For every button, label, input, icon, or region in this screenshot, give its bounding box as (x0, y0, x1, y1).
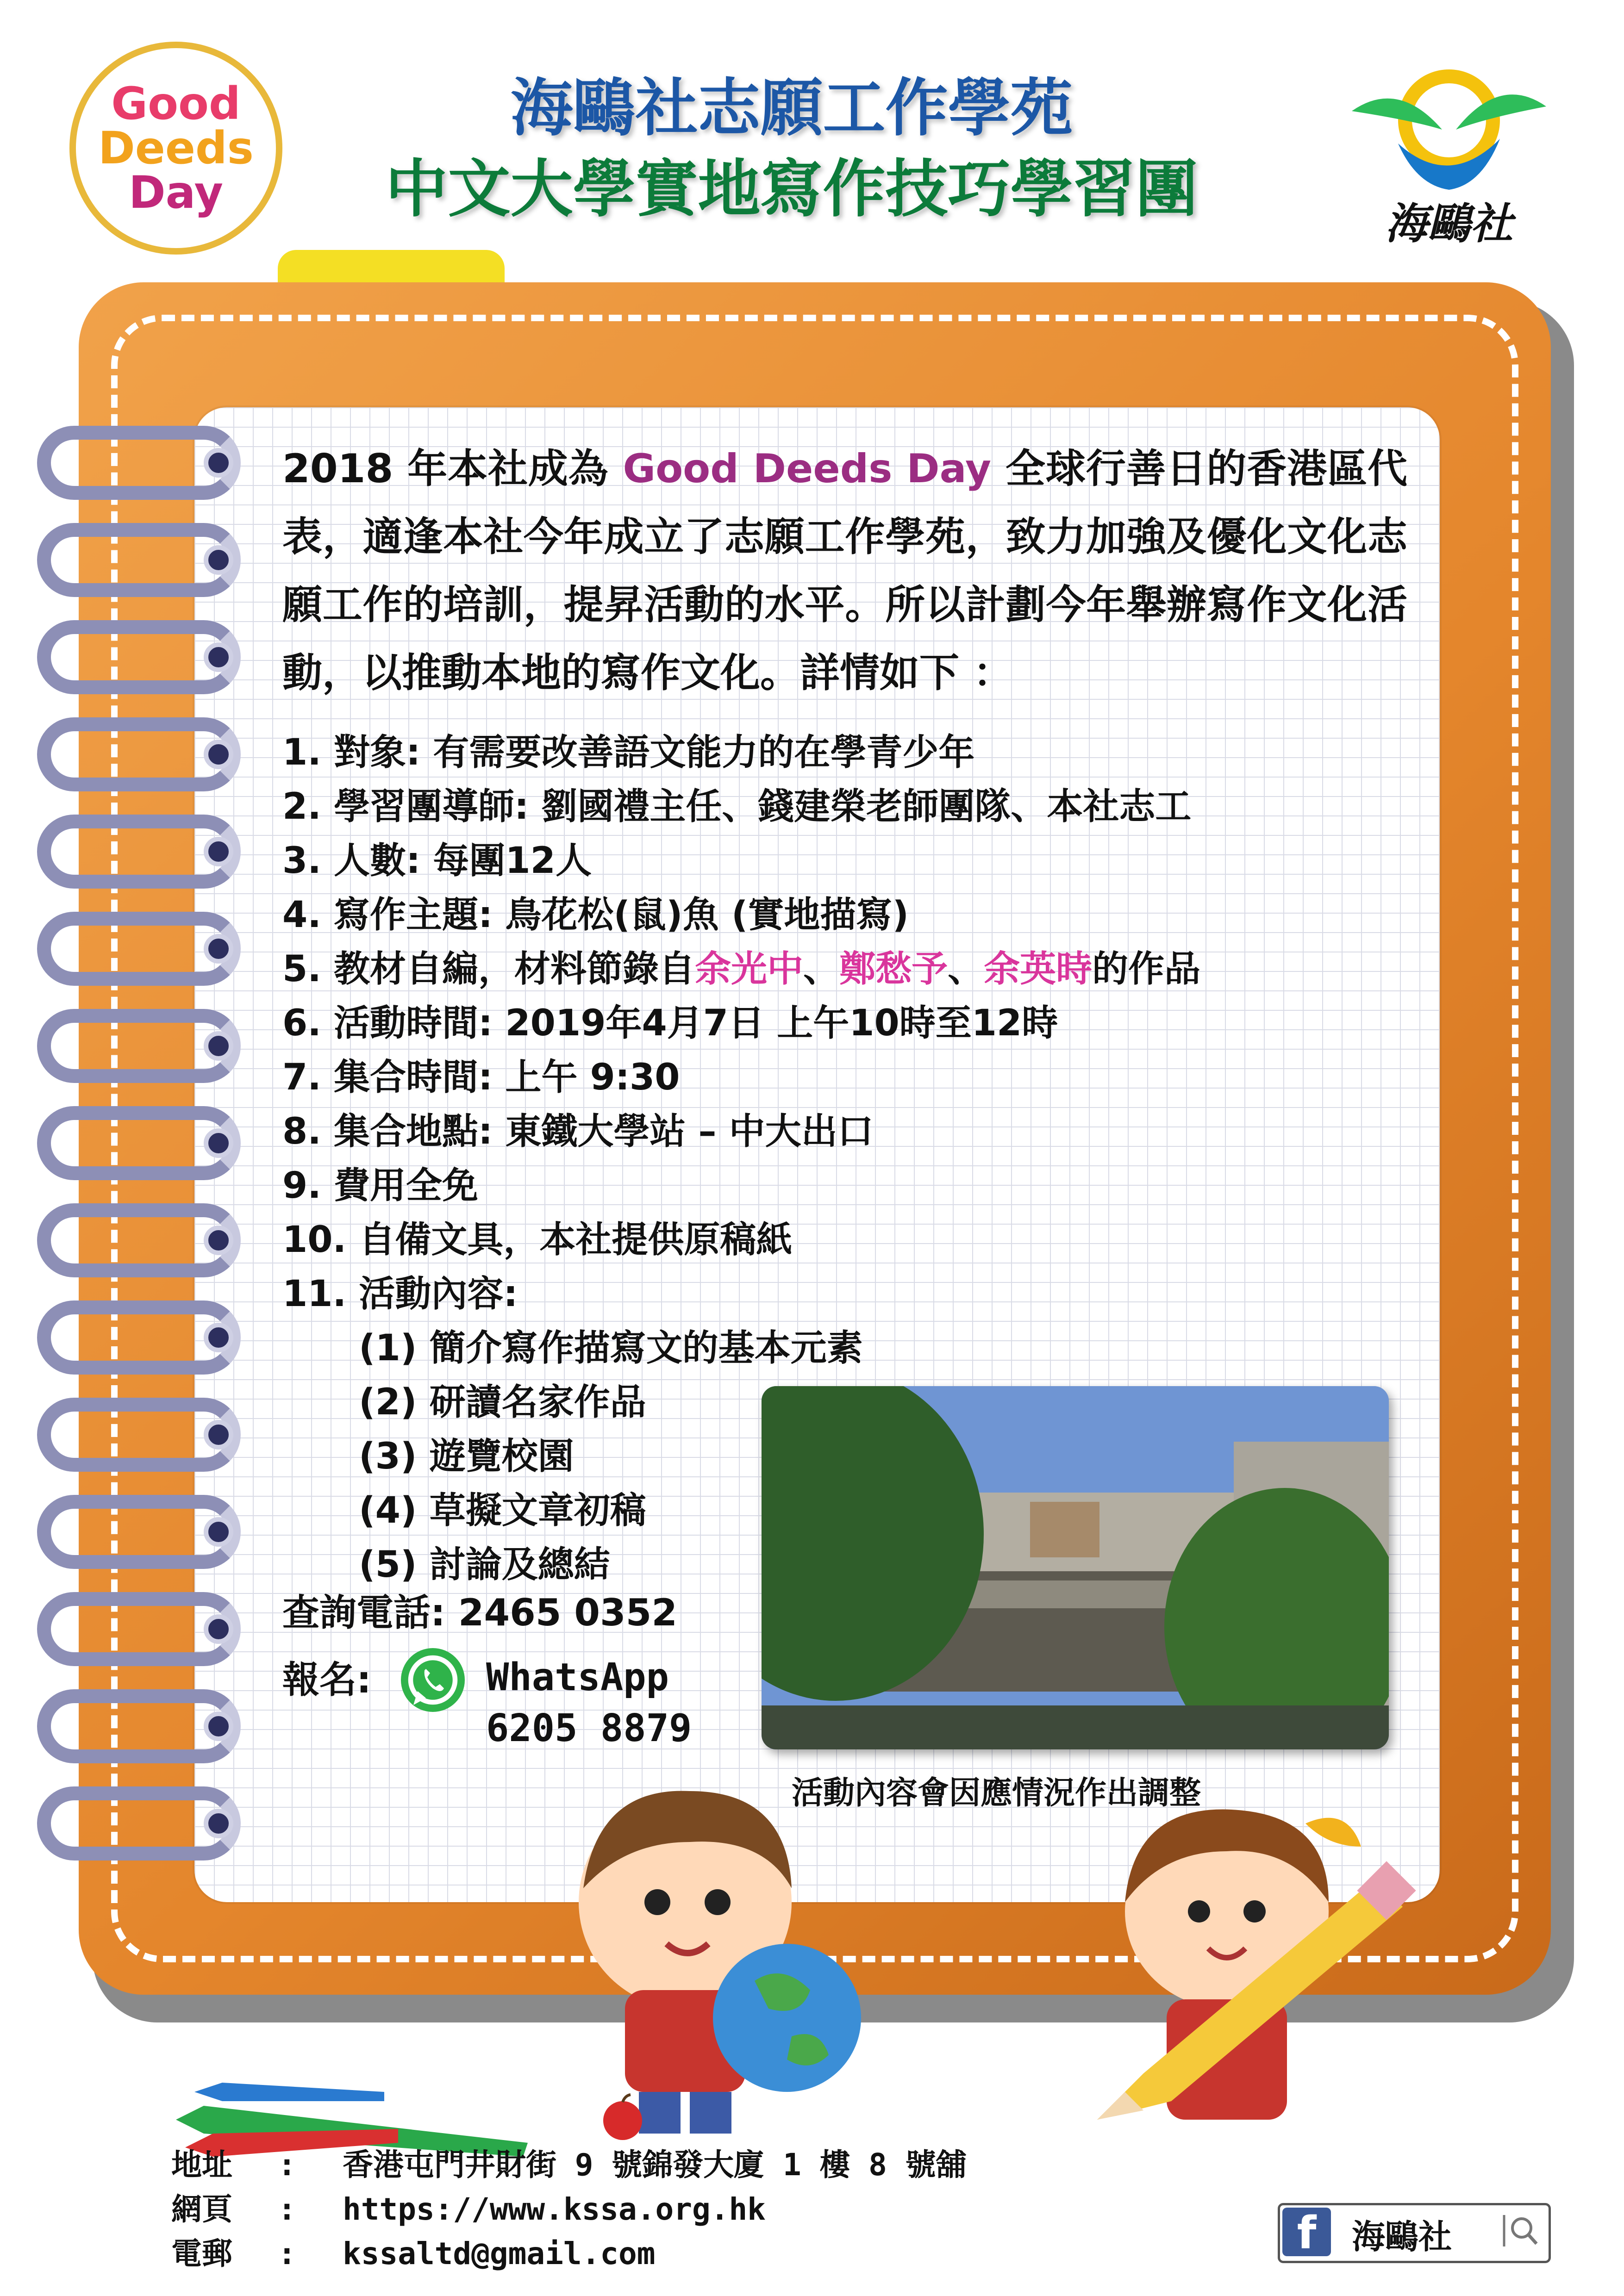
good-deeds-day-logo: Good Deeds Day (69, 42, 282, 255)
ring-hole (204, 1128, 233, 1158)
intro-paragraph: 2018 年本社成為 Good Deeds Day 全球行善日的香港區代表，適逢本社今年成立了志願工作學苑，致力加強及優化文化志願工作的培訓，提昇活動的水平。所以計劃今年舉辦寫作文化活動，以推動本地的寫作文化。詳情如下 ： (282, 446, 1407, 696)
sub-list-item: (4) 草擬文章初稿 (359, 1490, 646, 1531)
search-icon[interactable] (1502, 2212, 1539, 2249)
ring-hole (204, 448, 233, 478)
good-deeds-day-highlight: Good Deeds Day (623, 446, 992, 492)
list-item: 6. 活動時間: 2019年4月7日 上午10時至12時 (282, 1002, 1058, 1044)
list-item: 1. 對象: 有需要改善語文能力的在學青少年 (282, 732, 975, 773)
footer-email: 電郵 : kssaltd@gmail.com (171, 2236, 656, 2271)
ring-hole (204, 1031, 233, 1061)
ring-hole (204, 1420, 233, 1450)
boy-with-globe-illustration (569, 1749, 903, 2143)
campus-building-image (762, 1386, 1389, 1749)
apple-icon (597, 2092, 648, 2143)
photo-caption: 活動內容會因應情況作出調整 (792, 1775, 1201, 1811)
website-link[interactable]: https://www.kssa.org.hk (343, 2191, 766, 2227)
footer-website: 網頁 : https://www.kssa.org.hk (171, 2191, 766, 2227)
footer-contact (171, 2143, 967, 2276)
page-title: 海鷗社志願工作學苑 (510, 72, 1073, 144)
ring-hole (204, 1226, 233, 1255)
org-logo-text: 海鷗社 (1385, 199, 1513, 249)
list-item: 2. 學習團導師: 劉國禮主任、錢建榮老師團隊、本社志工 (282, 786, 1192, 828)
ring-hole (204, 740, 233, 769)
ring-hole (204, 1517, 233, 1547)
whatsapp-contact: WhatsApp 6205 8879 (486, 1655, 692, 1750)
ring-hole (204, 1614, 233, 1644)
signup-label: 報名: (282, 1658, 371, 1701)
ring-hole (204, 1323, 233, 1352)
list-item: 8. 集合地點: 東鐵大學站 – 中大出口 (282, 1111, 874, 1152)
list-item: 4. 寫作主題: 鳥花松(鼠)魚 (實地描寫) (282, 894, 909, 936)
sub-list-item: (5) 討論及總結 (359, 1544, 610, 1586)
girl-with-pencil-illustration (1088, 1796, 1440, 2157)
ring-hole (204, 934, 233, 964)
campus-photo (762, 1386, 1389, 1749)
sub-list-item: (2) 研讀名家作品 (359, 1381, 646, 1423)
list-item: 11. 活動內容: (282, 1273, 518, 1315)
author-name: 鄭愁予 (839, 948, 948, 990)
sub-list-item: (1) 簡介寫作描寫文的基本元素 (359, 1327, 863, 1369)
ring-hole (204, 545, 233, 575)
list-item: 10. 自備文具，本社提供原稿紙 (282, 1219, 793, 1261)
list-item: 9. 費用全免 (282, 1165, 479, 1207)
ring-hole (204, 1809, 233, 1838)
ring-hole (204, 837, 233, 866)
sub-list-item: (3) 遊覽校園 (359, 1436, 574, 1477)
email-link[interactable]: kssaltd@gmail.com (343, 2236, 656, 2271)
ring-hole (204, 642, 233, 672)
enquiry-phone: 查詢電話: 2465 0352 (282, 1591, 678, 1634)
author-name: 余光中 (695, 948, 804, 990)
facebook-page-name: 海鷗社 (1352, 2217, 1452, 2256)
list-item: 5. 教材自編，材料節錄自余光中、鄭愁予、余英時的作品 (282, 948, 1201, 990)
facebook-icon: f (1282, 2208, 1331, 2256)
page-subtitle: 中文大學實地寫作技巧學習團 (385, 153, 1198, 225)
footer-address: 地址 : 香港屯門井財街 9 號錦發大廈 1 樓 8 號舖 (171, 2147, 967, 2183)
ring-hole (204, 1711, 233, 1741)
list-item: 3. 人數: 每團12人 (282, 840, 592, 882)
list-item: 7. 集合時間: 上午 9:30 (282, 1057, 680, 1098)
author-name: 余英時 (984, 948, 1093, 990)
whatsapp-icon (398, 1645, 468, 1715)
